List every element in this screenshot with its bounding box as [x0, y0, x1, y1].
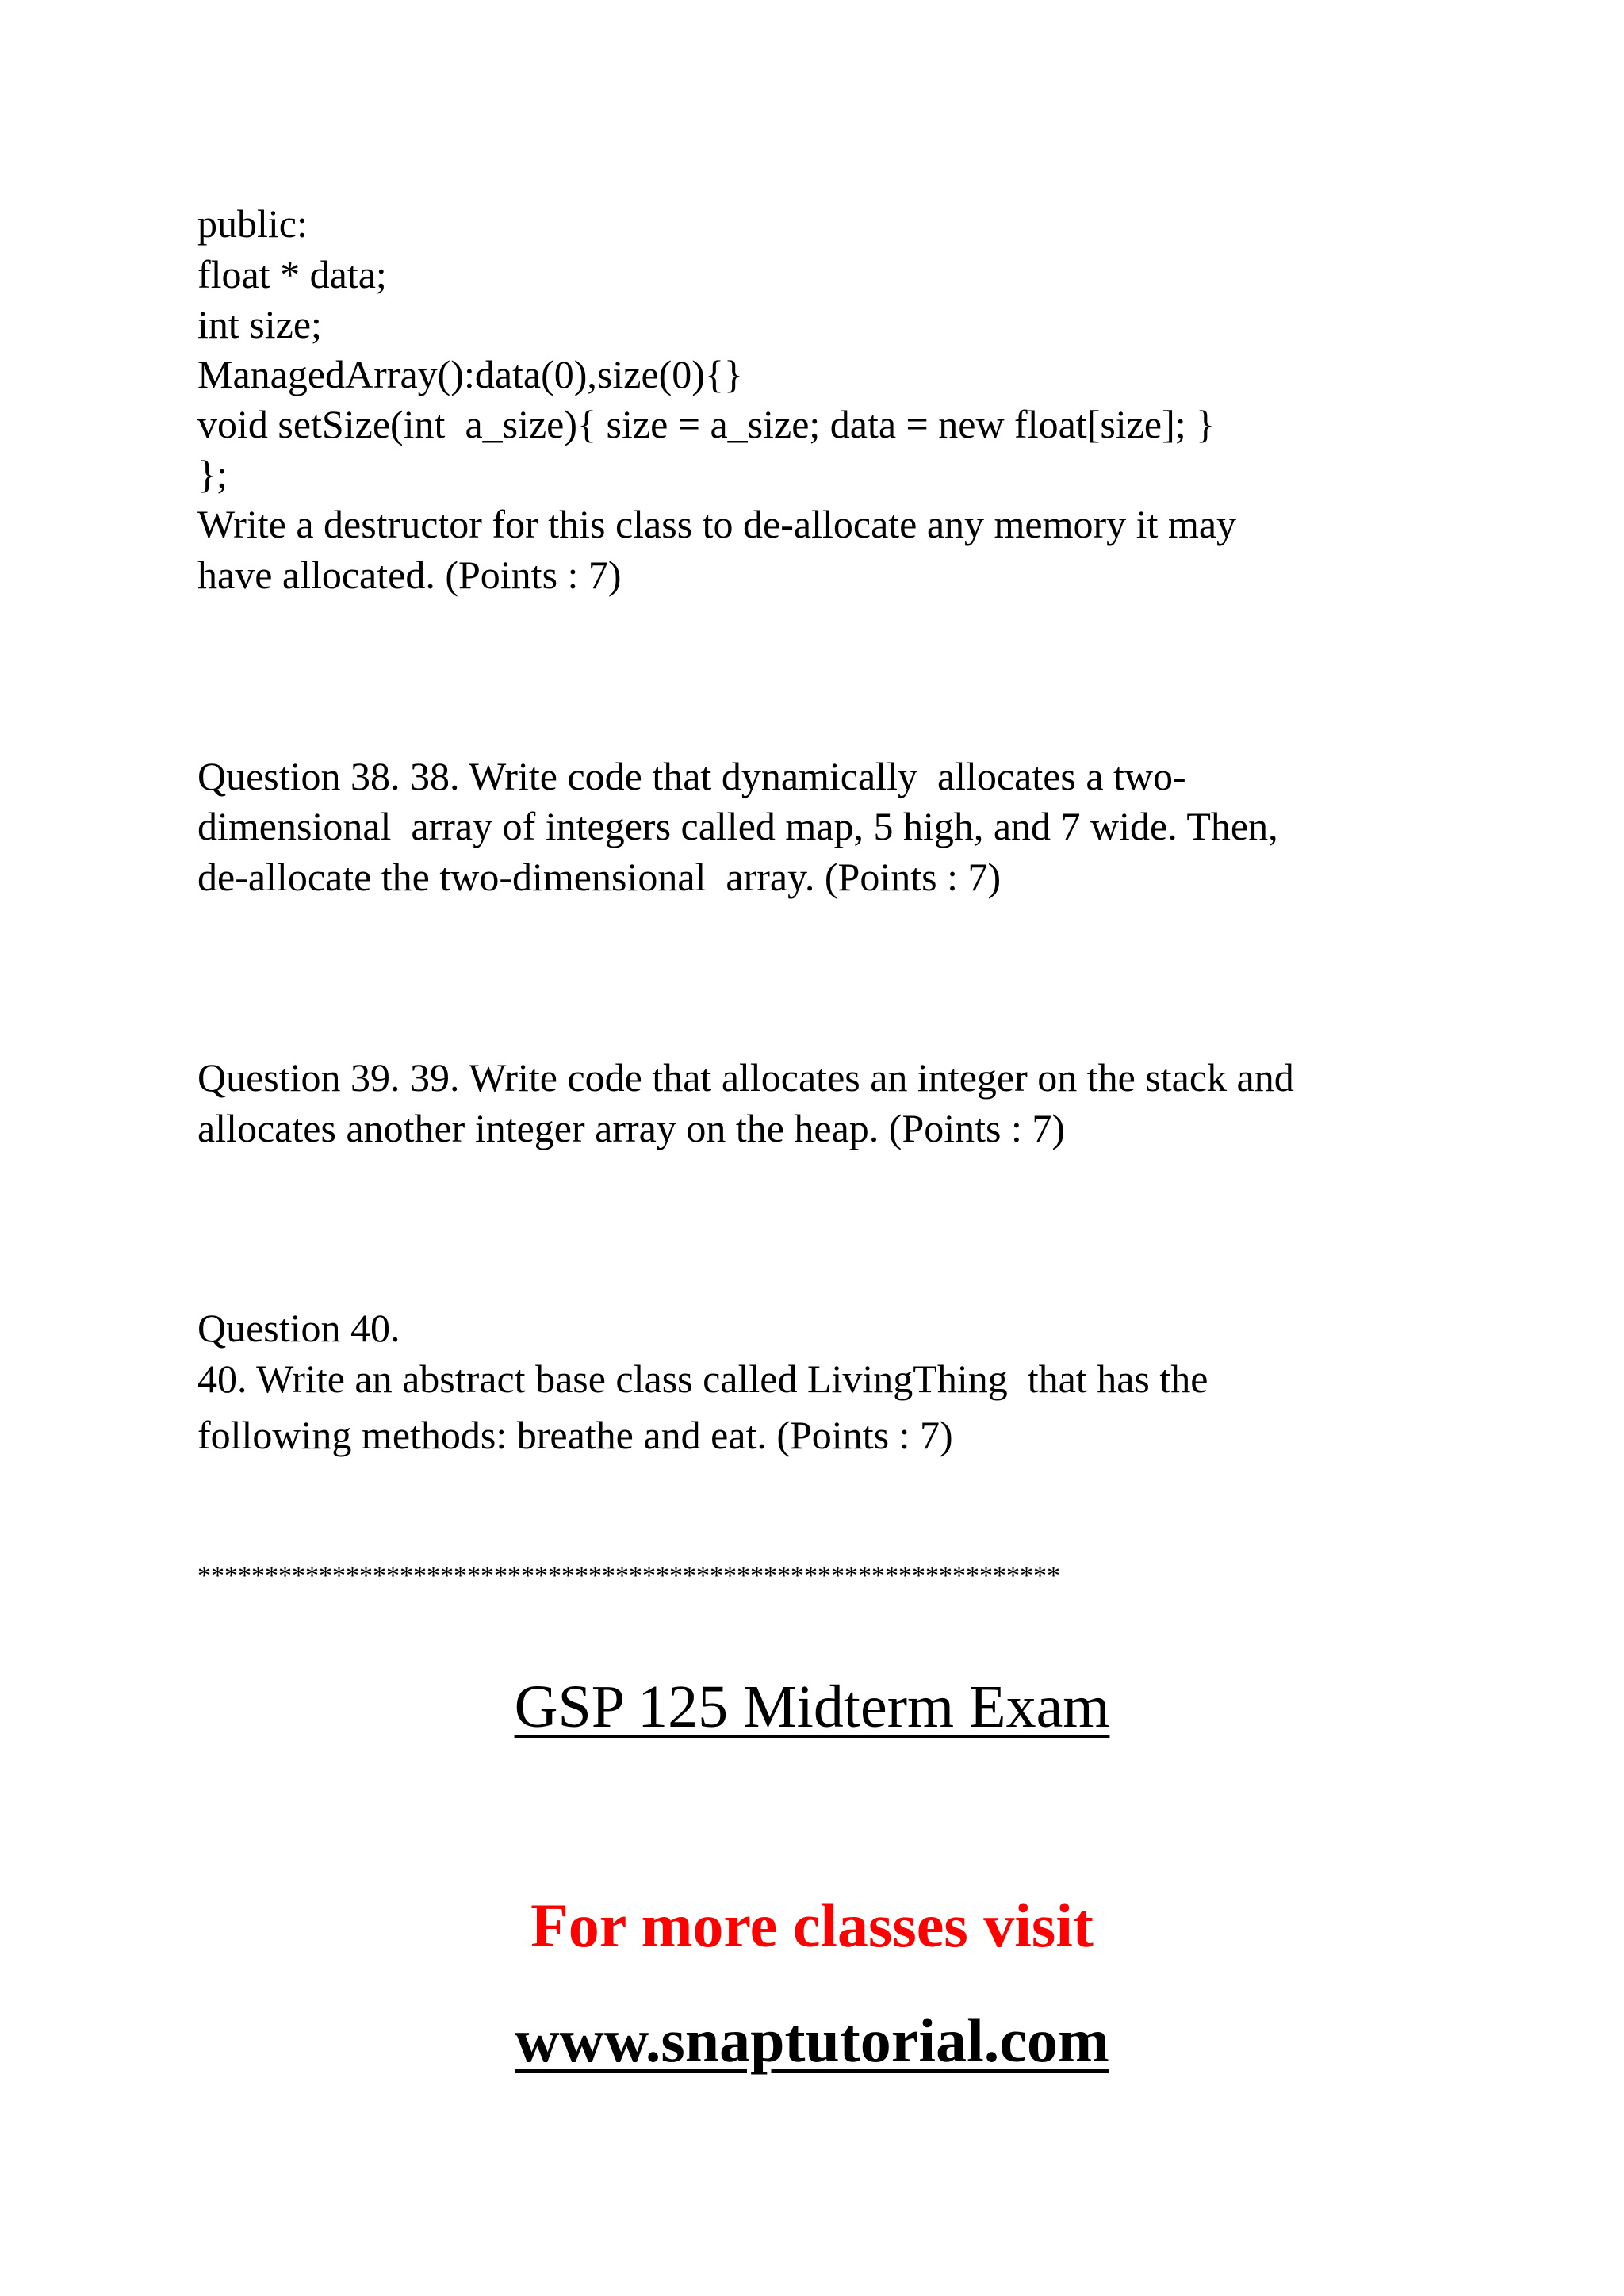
code-line: void setSize(int a_size){ size = a_size; data = new float[size]; }: [197, 402, 1216, 446]
asterisk-separator: ****************************************************************: [197, 1561, 1060, 1590]
code-line: ManagedArray():data(0),size(0){}: [197, 352, 743, 396]
question-39-text: Question 39. 39. Write code that allocates an integer on the stack and: [197, 1055, 1294, 1100]
question-37-text: Write a destructor for this class to de-allocate any memory it may: [197, 502, 1237, 546]
promo-text: For more classes visit: [530, 1891, 1094, 1960]
question-38-text: de-allocate the two-dimensional array. (Points : 7): [197, 855, 1002, 899]
question-37-text: have allocated. (Points : 7): [197, 553, 622, 597]
code-line: };: [197, 452, 228, 496]
question-39-text: allocates another integer array on the heap. (Points : 7): [197, 1106, 1066, 1150]
website-link[interactable]: www.snaptutorial.com: [515, 2006, 1109, 2075]
course-title: GSP 125 Midterm Exam: [514, 1674, 1110, 1740]
code-line: public:: [197, 201, 308, 246]
code-line: float * data;: [197, 252, 387, 297]
question-40-text: following methods: breathe and eat. (Points : 7): [197, 1413, 953, 1457]
question-38-text: Question 38. 38. Write code that dynamically allocates a two-: [197, 754, 1186, 798]
code-line: int size;: [197, 302, 322, 346]
question-38-text: dimensional array of integers called map, 5 high, and 7 wide. Then,: [197, 804, 1278, 848]
question-40-text: 40. Write an abstract base class called LivingThing that has the: [197, 1357, 1208, 1401]
question-40-heading: Question 40.: [197, 1306, 400, 1350]
